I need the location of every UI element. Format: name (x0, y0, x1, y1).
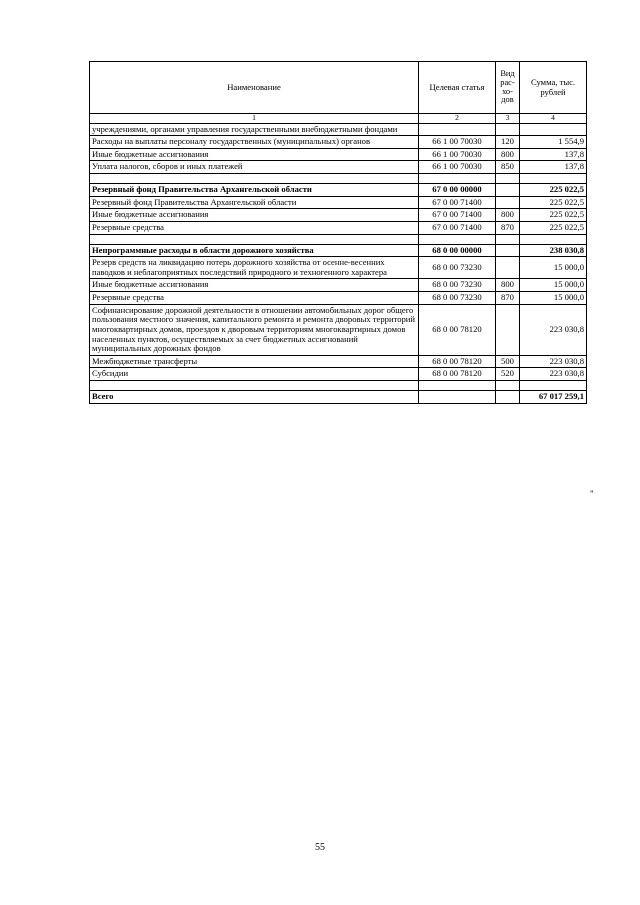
row-code-cell: 67 0 00 71400 (419, 209, 496, 222)
row-vid-cell: 800 (496, 209, 520, 222)
spacer-cell (90, 234, 419, 244)
column-number: 2 (419, 114, 496, 124)
row-code-cell: 66 1 00 70030 (419, 148, 496, 161)
row-vid-cell: 500 (496, 355, 520, 368)
row-vid-cell (496, 196, 520, 209)
row-vid-cell: 800 (496, 279, 520, 292)
row-name-cell: Резерв средств на ликвидацию потерь дорожного хозяйства от осенне-весенних паводков и неблагоприятных последствий природного и техногенного характера (90, 257, 419, 279)
row-vid-cell (496, 244, 520, 257)
row-name-cell: Софинансирование дорожной деятельности в отношении автомобильных дорог общего пользования местного значения, капитального ремонта и ремонта дворовых территорий многоквартирных домов, проездов к дворовым территориям многоквартирных домов населенных пунктов, осуществляемых за счет бюджетных ассигнований муниципальных дорожных фондов (90, 304, 419, 355)
row-name-cell: Иные бюджетные ассигнования (90, 148, 419, 161)
spacer-cell (520, 234, 587, 244)
header-name: Наименование (90, 62, 419, 114)
row-name-cell: Межбюджетные трансферты (90, 355, 419, 368)
row-name-cell: Субсидии (90, 368, 419, 381)
table-row (90, 304, 587, 355)
row-name-cell: учреждениями, органами управления государственными внебюджетными фондами (90, 123, 419, 136)
table-row (90, 279, 587, 292)
table-row (90, 244, 587, 257)
row-name-cell: Расходы на выплаты персоналу государственных (муниципальных) органов (90, 136, 419, 149)
row-sum-cell: 223 030,8 (520, 355, 587, 368)
spacer-cell (520, 381, 587, 391)
table-header (90, 62, 587, 124)
row-sum-cell: 238 030,8 (520, 244, 587, 257)
spacer-cell (520, 174, 587, 184)
row-code-cell: 68 0 00 73230 (419, 292, 496, 305)
row-code-cell (419, 123, 496, 136)
row-sum-cell: 67 017 259,1 (520, 391, 587, 404)
spacer-row (90, 174, 587, 184)
table-body (90, 123, 587, 403)
row-code-cell: 68 0 00 73230 (419, 279, 496, 292)
row-name-cell: Резервные средства (90, 292, 419, 305)
row-name-cell: Непрограммные расходы в области дорожного хозяйства (90, 244, 419, 257)
spacer-cell (419, 174, 496, 184)
row-vid-cell: 870 (496, 221, 520, 234)
column-number: 3 (496, 114, 520, 124)
row-vid-cell: 850 (496, 161, 520, 174)
table-row (90, 221, 587, 234)
row-sum-cell (520, 123, 587, 136)
column-number: 4 (520, 114, 587, 124)
row-code-cell: 68 0 00 73230 (419, 257, 496, 279)
column-number-row (90, 114, 587, 124)
table-row (90, 292, 587, 305)
spacer-row (90, 234, 587, 244)
row-vid-cell: 870 (496, 292, 520, 305)
row-vid-cell: 120 (496, 136, 520, 149)
table-row (90, 136, 587, 149)
row-code-cell: 66 1 00 70030 (419, 136, 496, 149)
header-code: Целевая статья (419, 62, 496, 114)
budget-table (89, 61, 587, 404)
row-name-cell: Резервный фонд Правительства Архангельской области (90, 184, 419, 197)
table-row (90, 196, 587, 209)
row-vid-cell: 520 (496, 368, 520, 381)
table-row (90, 209, 587, 222)
row-code-cell: 66 1 00 70030 (419, 161, 496, 174)
row-sum-cell: 225 022,5 (520, 221, 587, 234)
spacer-cell (419, 381, 496, 391)
row-vid-cell (496, 391, 520, 404)
closing-quote: " (590, 489, 594, 499)
spacer-cell (90, 174, 419, 184)
row-name-cell: Иные бюджетные ассигнования (90, 209, 419, 222)
header-vid: Вид рас-хо-дов (496, 62, 520, 114)
header-sum: Сумма, тыс. рублей (520, 62, 587, 114)
row-code-cell: 68 0 00 78120 (419, 304, 496, 355)
row-vid-cell: 800 (496, 148, 520, 161)
header-row (90, 62, 587, 114)
table-row (90, 184, 587, 197)
row-sum-cell: 225 022,5 (520, 184, 587, 197)
spacer-row (90, 381, 587, 391)
spacer-cell (496, 381, 520, 391)
spacer-cell (419, 234, 496, 244)
row-code-cell: 67 0 00 00000 (419, 184, 496, 197)
row-code-cell: 68 0 00 00000 (419, 244, 496, 257)
row-sum-cell: 225 022,5 (520, 196, 587, 209)
row-name-cell: Всего (90, 391, 419, 404)
row-name-cell: Иные бюджетные ассигнования (90, 279, 419, 292)
spacer-cell (496, 174, 520, 184)
table-row (90, 391, 587, 404)
row-sum-cell: 137,8 (520, 148, 587, 161)
page-number: 55 (315, 842, 325, 853)
row-sum-cell: 15 000,0 (520, 257, 587, 279)
row-name-cell: Резервные средства (90, 221, 419, 234)
row-sum-cell: 223 030,8 (520, 368, 587, 381)
row-vid-cell (496, 184, 520, 197)
row-vid-cell (496, 257, 520, 279)
row-sum-cell: 15 000,0 (520, 292, 587, 305)
row-code-cell: 68 0 00 78120 (419, 355, 496, 368)
row-name-cell: Уплата налогов, сборов и иных платежей (90, 161, 419, 174)
row-sum-cell: 223 030,8 (520, 304, 587, 355)
table-row (90, 257, 587, 279)
column-number: 1 (90, 114, 419, 124)
table-row (90, 148, 587, 161)
row-sum-cell: 1 554,9 (520, 136, 587, 149)
row-vid-cell (496, 304, 520, 355)
row-sum-cell: 137,8 (520, 161, 587, 174)
row-sum-cell: 225 022,5 (520, 209, 587, 222)
row-vid-cell (496, 123, 520, 136)
row-code-cell (419, 391, 496, 404)
row-code-cell: 67 0 00 71400 (419, 221, 496, 234)
row-sum-cell: 15 000,0 (520, 279, 587, 292)
spacer-cell (90, 381, 419, 391)
row-name-cell: Резервный фонд Правительства Архангельской области (90, 196, 419, 209)
table-row (90, 123, 587, 136)
spacer-cell (496, 234, 520, 244)
row-code-cell: 68 0 00 78120 (419, 368, 496, 381)
table-row (90, 368, 587, 381)
table-row (90, 355, 587, 368)
table-row (90, 161, 587, 174)
row-code-cell: 67 0 00 71400 (419, 196, 496, 209)
